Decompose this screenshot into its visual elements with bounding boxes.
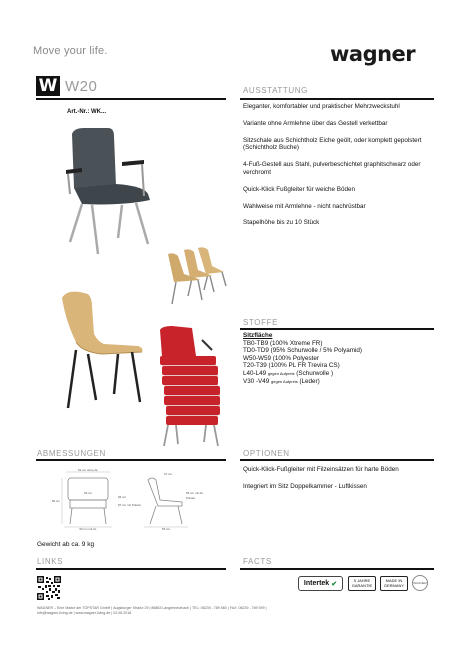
dim-arm: 66 cm xyxy=(118,495,127,499)
guarantee-badge: 5 JAHRE GARANTIE xyxy=(348,576,376,591)
model-name: W20 xyxy=(65,78,98,95)
model-rule xyxy=(36,98,226,100)
dim-seat-height: 46 cm xyxy=(83,491,93,495)
section-title-stoffe: STOFFE xyxy=(243,318,279,327)
weight-text: Gewicht ab ca. 9 kg xyxy=(37,541,95,548)
option-item: Quick-Klick-Fußgleiter mit Filzeinsätzen für harte Böden xyxy=(243,466,399,473)
section-title-ausstattung: AUSSTATTUNG xyxy=(243,86,308,95)
section-title-optionen: OPTIONEN xyxy=(243,449,290,458)
feature-item: Sitzschale aus Schichtholz Eiche geölt, oder komplett gepolstert (Schichtholz Buche) xyxy=(243,136,422,152)
fabric-material: (Leder) xyxy=(299,377,320,385)
intertek-badge xyxy=(298,576,343,591)
section-title-facts: FACTS xyxy=(243,557,272,566)
checkmark-icon: ✔ xyxy=(331,580,338,588)
section-title-abmessungen: ABMESSUNGEN xyxy=(37,449,106,458)
dim-front-bottom: 60 cm mit AL xyxy=(79,527,97,531)
made-in-germany-badge: MADE IN GERMANY xyxy=(380,576,408,591)
fabric-code: V30 -V49 xyxy=(243,377,270,385)
fabric-line: W50-W59 (100% Polyester xyxy=(243,354,319,362)
facts-rule xyxy=(240,568,434,570)
stoffe-rule xyxy=(240,328,434,330)
feature-item: Variante ohne Armlehne über das Gestell verkettbar xyxy=(243,119,388,127)
chairs-stacked-image xyxy=(152,326,224,448)
dim-arm-note: 87 cm mit Polster xyxy=(118,503,142,507)
intertek-label: Intertek xyxy=(303,580,330,587)
fabric-surcharge-note: gegen Aufpreis xyxy=(271,378,298,384)
feature-item: Stapelhöhe bis zu 10 Stück xyxy=(243,219,320,227)
dim-side-right: 55 cm mit AL xyxy=(186,491,204,495)
ausstattung-rule xyxy=(240,98,434,100)
brand-seal-icon: WAGNER xyxy=(412,575,428,591)
fabric-line: TD0-TD9 (95% Schurwolle / 5% Polyamid) xyxy=(243,347,362,355)
fabric-surcharge-note: gegen Aufpreis xyxy=(267,370,295,376)
fabric-line: TB0-TB9 (100% Xtreme FR) xyxy=(243,339,323,347)
dim-front-height: 82 cm xyxy=(51,499,60,503)
dim-front-top: 52 cm ohne AL xyxy=(77,468,99,472)
chair-upholstered-image xyxy=(52,124,162,264)
option-item: Integriert im Sitz Doppelkammer - Luftkissen xyxy=(243,482,367,490)
dim-side-right-note: Polster xyxy=(186,496,196,500)
feature-list xyxy=(243,103,443,236)
footer-text xyxy=(37,606,337,616)
links-rule xyxy=(36,568,226,570)
dimension-drawing xyxy=(48,466,204,531)
tagline: Move your life. xyxy=(33,45,108,57)
feature-item: 4-Fuß-Gestell aus Stahl, pulverbeschichtet graphitschwarz oder verchromt xyxy=(243,161,421,176)
fabric-line xyxy=(243,378,443,386)
brand-logo: wagner xyxy=(330,42,416,66)
fabric-heading: Sitzfläche xyxy=(243,332,273,339)
model-badge: W xyxy=(36,76,60,96)
abmessungen-rule xyxy=(36,459,226,461)
chairs-chained-image xyxy=(166,246,234,308)
fabric-line xyxy=(243,370,443,378)
chair-oak-image xyxy=(52,290,152,414)
options-list xyxy=(243,466,443,499)
dim-side-bottom: 56 cm xyxy=(161,527,171,531)
optionen-rule xyxy=(240,459,434,461)
feature-item: Wahlweise mit Armlehne - nicht nachrüstbar xyxy=(243,202,366,210)
section-title-links: LINKS xyxy=(37,557,64,566)
footer-address: WAGNER – Eine Marke der TOPSTAR GmbH | Augsburger Straße 29 | 86863 Langenneufnach | TEL: 08239 - 789 560 | FAX: 08239 - 789 599 | xyxy=(37,606,267,610)
qr-code-icon[interactable] xyxy=(37,576,61,600)
fabric-material: (Schurwolle ) xyxy=(296,369,334,377)
feature-item: Quick-Klick Fußgleiter für weiche Böden xyxy=(243,185,355,193)
fabric-list xyxy=(243,332,443,385)
feature-item: Eleganter, komfortabler und praktischer Mehrzweckstuhl xyxy=(243,103,400,110)
article-number: Art.-Nr.: WK... xyxy=(67,109,106,115)
fabric-line: T20-T39 (100% PL FR Trevira CS) xyxy=(243,362,340,370)
footer-contact: info@wagner-living.de | www.wagner-living.de | 02.05.2018 xyxy=(37,611,132,615)
fabric-code: L40-L49 xyxy=(243,369,267,377)
dim-side-top: 47 cm xyxy=(163,472,173,476)
